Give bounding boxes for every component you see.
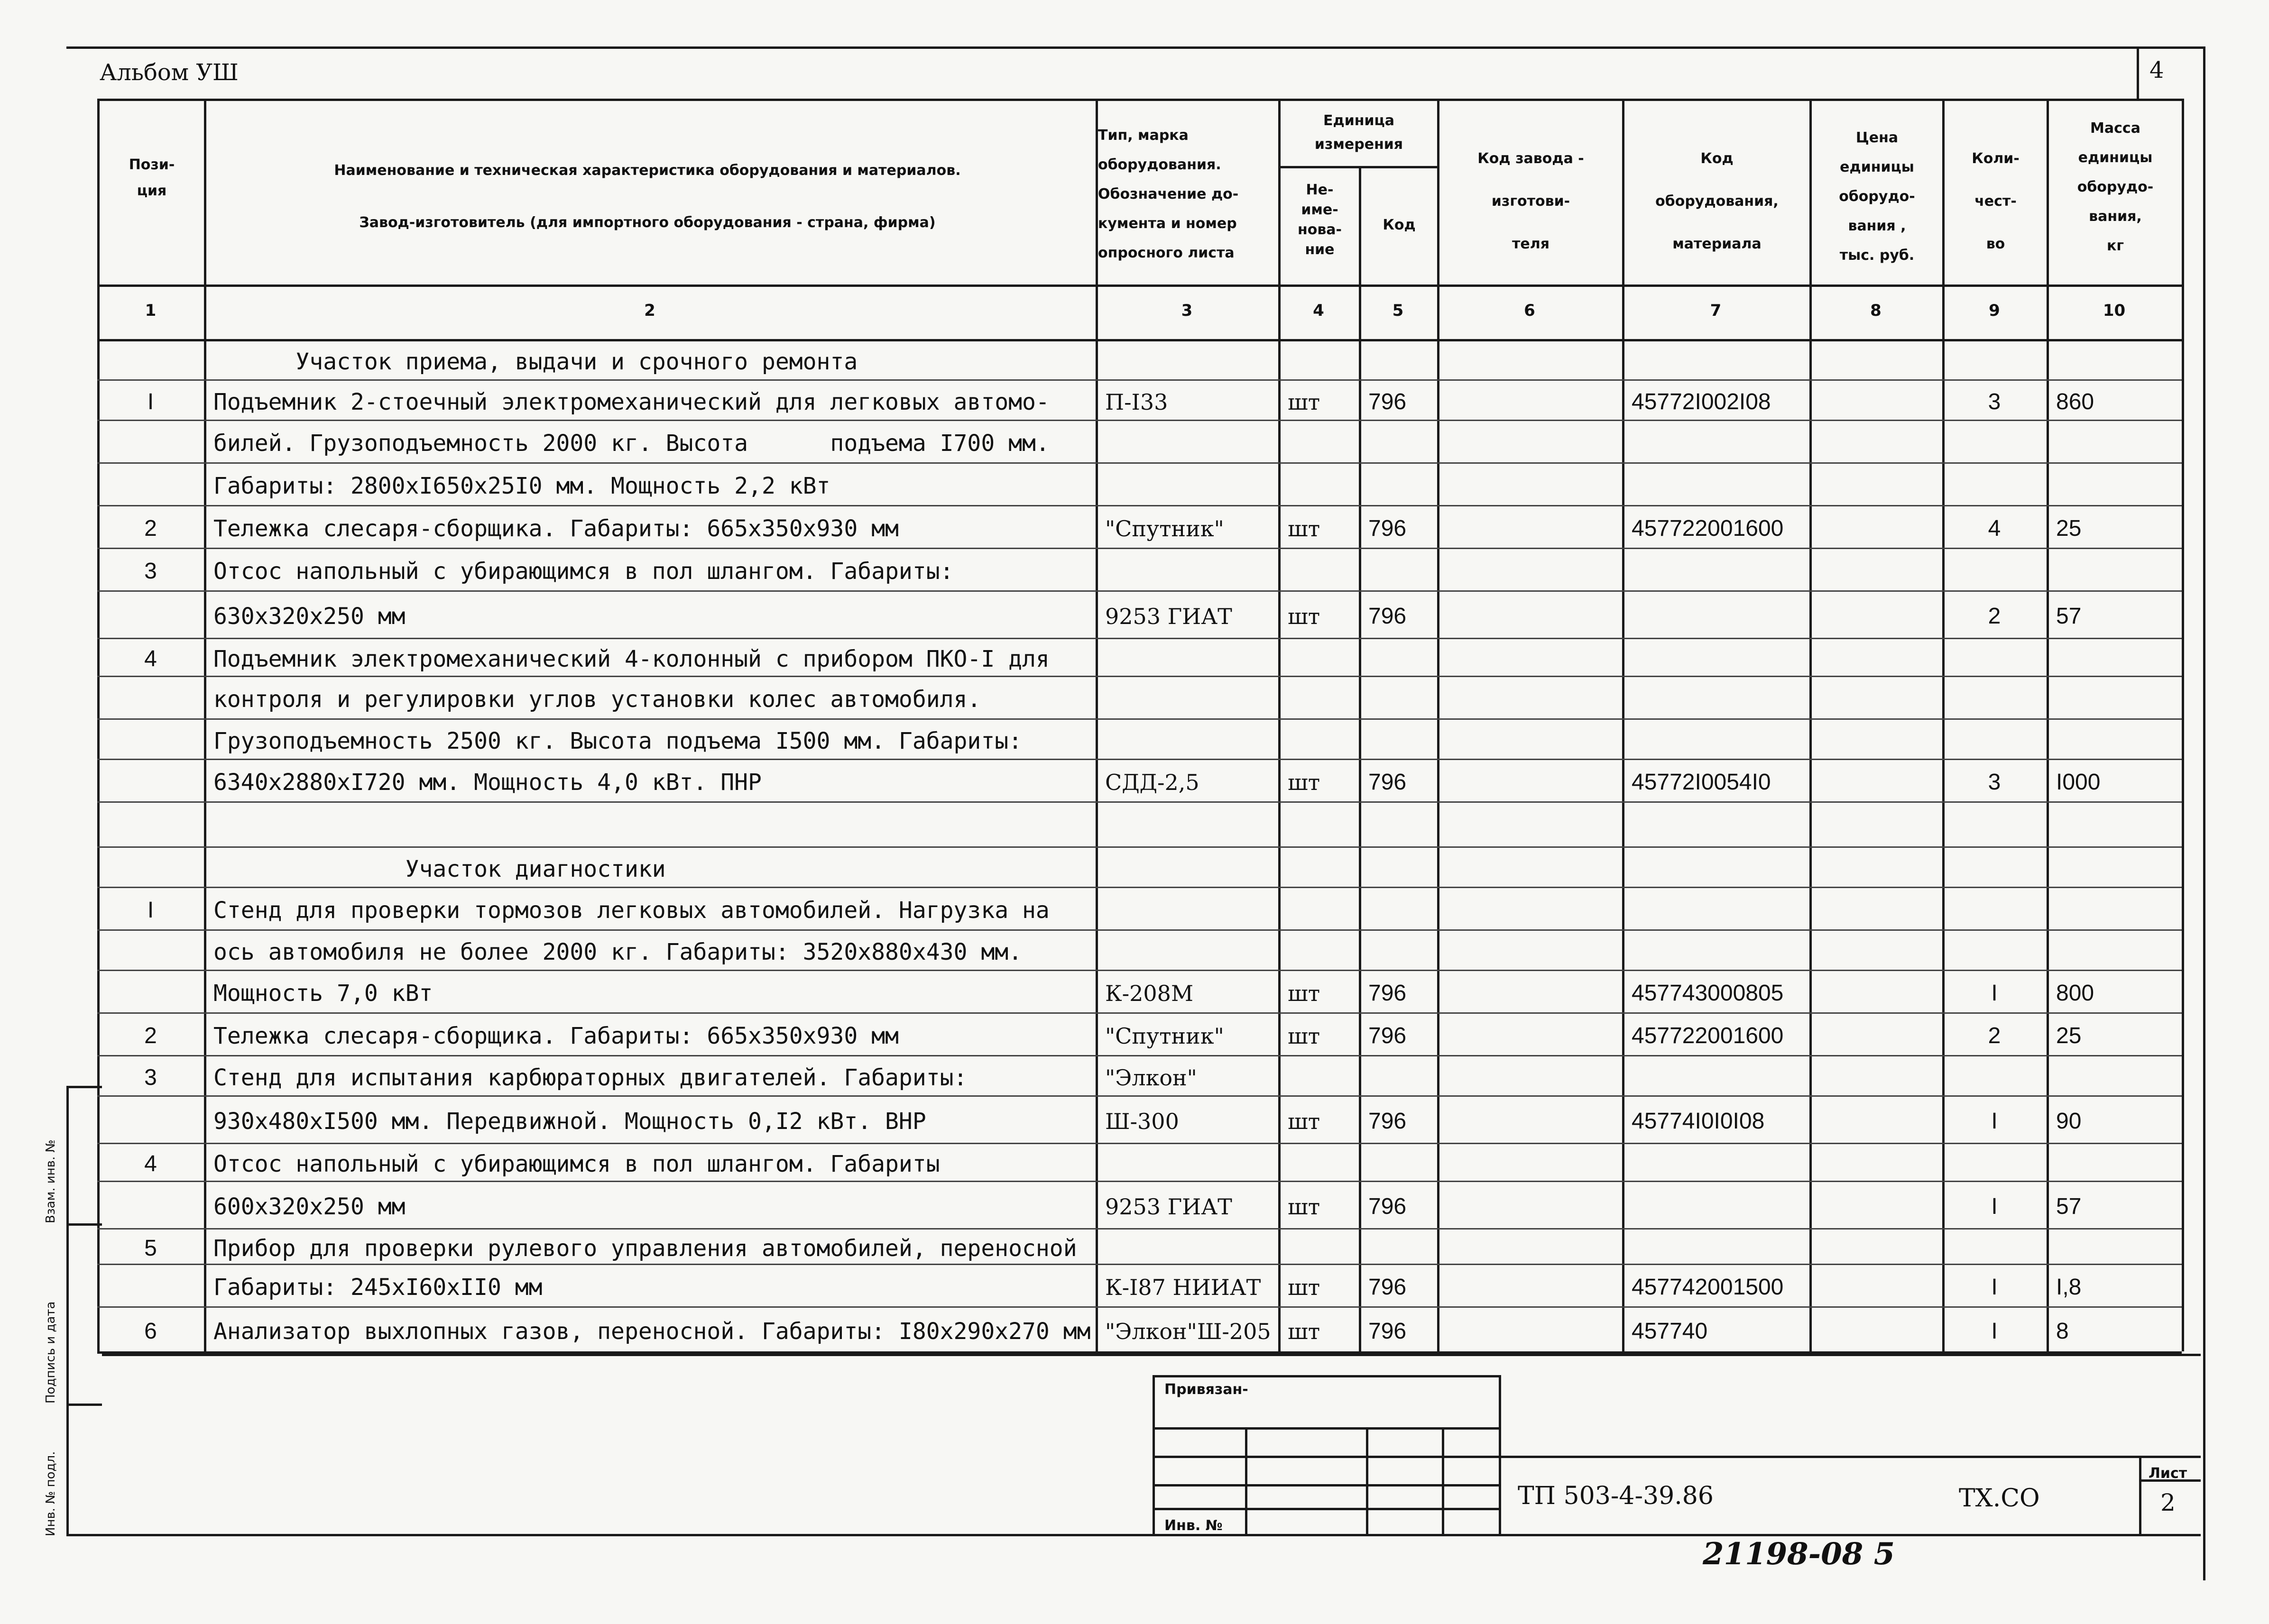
row-position: 3 (144, 1064, 157, 1090)
table-row-line (97, 1095, 2182, 1097)
frame-top-line (66, 46, 2205, 49)
header-price-line: единицы (1840, 159, 1914, 175)
row-description: Отсос напольный с убирающимся в пол шлангом. Габариты: (213, 558, 954, 585)
row-description: Стенд для проверки тормозов легковых автомобилей. Нагрузка на (213, 897, 1050, 924)
header-factory-code-line: теля (1512, 236, 1550, 252)
row-description: Габариты: 2800xI650x25I0 мм. Мощность 2,2 кВт (213, 473, 830, 499)
row-description: ось автомобиля не более 2000 кг. Габариты: 3520x880x430 мм. (213, 938, 1023, 965)
table-column-line (1622, 99, 1624, 1351)
row-quantity: I (1991, 1109, 1998, 1134)
sheet-number: 2 (2160, 1489, 2176, 1516)
header-price-line: вания , (1848, 218, 1906, 234)
row-unit-name: шт (1288, 389, 1320, 415)
row-description: 6340x2880xI720 мм. Мощность 4,0 кВт. ПНР (213, 769, 762, 796)
table-row-line (97, 505, 2182, 506)
stamp-cell-line (2139, 1456, 2141, 1534)
header-quantity-line: чест- (1974, 193, 2017, 210)
unit-subheader-line (1278, 166, 1437, 168)
column-number: 1 (145, 301, 157, 320)
header-name-line: Завод-изготовитель (для импортного оборудования - страна, фирма) (359, 214, 936, 231)
header-name (209, 145, 1086, 249)
header-position (104, 152, 199, 204)
row-mass: I,8 (2056, 1275, 2082, 1300)
row-unit-name: шт (1288, 1023, 1320, 1049)
stamp-cell-line (1153, 1456, 2201, 1458)
stamp-bottom-line (1153, 1534, 2201, 1536)
row-quantity: 3 (1988, 389, 2001, 414)
row-position: 6 (144, 1318, 157, 1344)
row-unit-name: шт (1288, 1275, 1320, 1300)
row-description: Анализатор выхлопных газов, переносной. Габариты: I80x290x270 мм (213, 1318, 1091, 1345)
header-price (1812, 123, 1942, 270)
table-row-line (97, 590, 2182, 592)
row-description: Участок приема, выдачи и срочного ремонта (213, 348, 858, 375)
table-column-line (1437, 99, 1439, 1351)
side-label-original-inventory: Инв. № подл. (44, 1451, 58, 1536)
row-unit-code: 796 (1368, 389, 1407, 414)
table-column-line (1809, 99, 1812, 1351)
row-description: Мощность 7,0 кВт (213, 980, 433, 1007)
table-row-line (97, 1306, 2182, 1308)
row-quantity: I (1991, 1194, 1998, 1219)
column-number: 9 (1989, 301, 2000, 320)
row-equipment-code: 457742001500 (1632, 1275, 1784, 1300)
row-unit-code: 796 (1368, 981, 1407, 1006)
column-number: 4 (1313, 301, 1324, 320)
frame-right-line (2203, 46, 2205, 1580)
header-equipment-code-line: оборудования, (1655, 193, 1779, 210)
table-row-line (97, 379, 2182, 381)
row-description: билей. Грузоподъемность 2000 кг. Высота подъема I700 мм. (213, 430, 1050, 457)
side-label-replaced-inventory: Взам. инв. № (44, 1139, 58, 1223)
side-tick-line (66, 1404, 102, 1406)
row-type-mark: "Элкон"Ш-205 (1105, 1318, 1271, 1344)
header-type-line: кумента и номер (1098, 215, 1237, 232)
table-row-line (97, 846, 2182, 848)
stamp-cell-line (1153, 1484, 1501, 1486)
table-row-line (97, 1181, 2182, 1182)
header-type-line: опросного листа (1098, 245, 1235, 261)
row-position: 2 (144, 1023, 157, 1048)
header-name-line: Наименование и техническая характеристика оборудования и материалов. (334, 162, 961, 179)
row-unit-code: 796 (1368, 770, 1407, 795)
table-row-line (97, 759, 2182, 760)
handwritten-archive-number: 21198-08 5 (1703, 1536, 1895, 1572)
table-row-line (97, 420, 2182, 421)
table-row-line (97, 718, 2182, 720)
row-description: Габариты: 245xI60xII0 мм (213, 1274, 543, 1301)
row-mass: 90 (2056, 1109, 2082, 1134)
side-label-signature-date: Подпись и дата (44, 1301, 58, 1404)
table-row-line (97, 970, 2182, 971)
row-mass: 800 (2056, 981, 2094, 1006)
header-unit-name-line: име- (1301, 202, 1338, 218)
row-type-mark: "Спутник" (1105, 516, 1224, 541)
table-row-line (97, 1055, 2182, 1056)
header-mass (2049, 114, 2182, 261)
row-position: I (147, 898, 154, 923)
stamp-cell-line (1245, 1427, 1247, 1534)
row-description: 630x320x250 мм (213, 603, 406, 630)
header-unit-group (1281, 109, 1437, 156)
row-unit-code: 796 (1368, 1194, 1407, 1219)
header-unit-name-line: Не- (1306, 182, 1334, 198)
header-equipment-code-line: материала (1672, 236, 1762, 252)
column-number: 3 (1181, 301, 1193, 320)
table-row-line (97, 638, 2182, 639)
document-code: ТП 503-4-39.86 (1518, 1482, 1714, 1510)
column-number: 5 (1392, 301, 1404, 320)
row-equipment-code: 457743000805 (1632, 981, 1784, 1006)
column-numbers-bottom-line (97, 339, 2182, 341)
table-column-line (2182, 99, 2184, 1351)
table-row-line (97, 1012, 2182, 1014)
row-quantity: I (1991, 981, 1998, 1006)
row-unit-name: шт (1288, 516, 1320, 541)
row-position: 3 (144, 559, 157, 584)
table-row-line (97, 462, 2182, 464)
row-quantity: I (1991, 1318, 1998, 1344)
header-type-line: Тип, марка (1098, 127, 1189, 144)
row-unit-name: шт (1288, 770, 1320, 795)
header-type-line: Обозначение до- (1098, 186, 1239, 202)
header-unit-code: Код (1383, 217, 1416, 233)
row-unit-name: шт (1288, 1194, 1320, 1220)
table-row-line (97, 676, 2182, 677)
row-description: Стенд для испытания карбюраторных двигателей. Габариты: (213, 1064, 968, 1091)
table-row-line (97, 1228, 2182, 1229)
header-mass-line: вания, (2089, 208, 2142, 225)
row-position: 5 (144, 1235, 157, 1261)
side-tick-line (66, 1223, 102, 1226)
header-price-line: оборудо- (1839, 188, 1915, 205)
table-column-line (204, 99, 206, 1351)
row-unit-name: шт (1288, 1109, 1320, 1134)
row-mass: 57 (2056, 604, 2082, 629)
stamp-frame-top-line (102, 1354, 2201, 1356)
header-factory-code-line: Код завода - (1477, 150, 1584, 167)
stamp-cell-line (1153, 1508, 1501, 1510)
header-position-line: Пози- (129, 156, 175, 173)
header-quantity (1945, 138, 2047, 266)
row-equipment-code: 45772I002I08 (1632, 389, 1771, 414)
row-description: Подъемник электромеханический 4-колонный с прибором ПКО-I для (213, 646, 1050, 672)
row-mass: 25 (2056, 516, 2082, 541)
row-mass: 25 (2056, 1023, 2082, 1048)
row-description: Подъемник 2-стоечный электромеханический для легковых автомо- (213, 388, 1050, 415)
row-mass: 8 (2056, 1318, 2069, 1344)
row-unit-name: шт (1288, 604, 1320, 629)
row-type-mark: 9253 ГИАТ (1105, 1194, 1232, 1220)
header-quantity-line: Коли- (1972, 150, 2020, 167)
row-position: 4 (144, 1151, 157, 1176)
page-box-left (2137, 46, 2139, 99)
row-unit-code: 796 (1368, 1023, 1407, 1048)
row-description: 600x320x250 мм (213, 1193, 406, 1220)
row-unit-code: 796 (1368, 516, 1407, 541)
row-position: 4 (144, 646, 157, 671)
stamp-cell-line (1442, 1427, 1444, 1534)
table-row-line (97, 801, 2182, 803)
row-equipment-code: 457722001600 (1632, 1023, 1784, 1048)
header-factory-code-line: изготови- (1491, 193, 1570, 210)
header-price-line: Цена (1855, 129, 1899, 146)
column-number: 2 (644, 301, 655, 320)
header-unit-group-line: Единица (1323, 112, 1394, 129)
table-row-line (97, 887, 2182, 888)
header-unit-name-line: ние (1305, 241, 1335, 258)
row-quantity: 2 (1988, 1023, 2001, 1048)
row-unit-code: 796 (1368, 1275, 1407, 1300)
row-type-mark: СДД-2,5 (1105, 770, 1199, 795)
header-mass-line: кг (2106, 238, 2124, 254)
row-description: 930x480xI500 мм. Передвижной. Мощность 0,I2 кВт. ВНР (213, 1108, 926, 1135)
row-description: Грузоподъемность 2500 кг. Высота подъема I500 мм. Габариты: (213, 727, 1023, 754)
row-type-mark: П-I33 (1105, 389, 1168, 415)
table-row-line (97, 1264, 2182, 1265)
header-unit-name-line: нова- (1297, 221, 1342, 238)
column-number: 10 (2103, 301, 2126, 320)
row-position: I (147, 389, 154, 414)
row-type-mark: "Элкон" (1105, 1064, 1197, 1091)
row-type-mark: К-208М (1105, 981, 1194, 1006)
table-row-line (97, 1143, 2182, 1144)
row-description: Прибор для проверки рулевого управления автомобилей, переносной (213, 1235, 1077, 1262)
header-mass-line: Масса (2090, 120, 2140, 137)
column-number: 6 (1524, 301, 1535, 320)
stamp-cell-line (1366, 1427, 1368, 1534)
row-description: Тележка слесаря-сборщика. Габариты: 665x350x930 мм (213, 1023, 899, 1049)
table-row-line (97, 548, 2182, 549)
row-mass: 860 (2056, 389, 2094, 414)
row-equipment-code: 45774I0I0I08 (1632, 1109, 1765, 1134)
row-equipment-code: 457722001600 (1632, 516, 1784, 541)
header-quantity-line: во (1986, 236, 2005, 252)
column-number: 8 (1870, 301, 1882, 320)
stamp-bound-label: Привязан- (1164, 1381, 1248, 1398)
row-description: Участок диагностики (213, 855, 666, 882)
side-tick-line (66, 1086, 102, 1088)
table-row-line (97, 929, 2182, 931)
header-bottom-line (97, 284, 2182, 287)
column-number: 7 (1710, 301, 1722, 320)
table-column-line (1278, 99, 1281, 1351)
row-type-mark: "Спутник" (1105, 1023, 1224, 1049)
album-page-number: 4 (2149, 57, 2164, 83)
stamp-cell-line (1153, 1375, 1501, 1377)
header-unit-name (1281, 180, 1359, 260)
table-top-line (97, 99, 2182, 101)
row-quantity: 4 (1988, 516, 2001, 541)
row-equipment-code: 457740 (1632, 1318, 1708, 1344)
row-unit-name: шт (1288, 1318, 1320, 1344)
header-type-line: оборудования. (1098, 156, 1221, 173)
header-factory-code (1439, 138, 1622, 266)
header-position-line: ция (137, 183, 167, 199)
stamp-left-bottom-line (66, 1534, 1153, 1536)
row-type-mark: Ш-300 (1105, 1109, 1179, 1134)
side-margin-line (66, 1086, 69, 1534)
table-column-line (1096, 99, 1098, 1351)
row-mass: 57 (2056, 1194, 2082, 1219)
sheet-label: Лист (2149, 1465, 2187, 1482)
stamp-cell-line (1153, 1427, 1501, 1430)
sheet-code: ТХ.СО (1959, 1484, 2040, 1513)
row-description: Тележка слесаря-сборщика. Габариты: 665x350x930 мм (213, 515, 899, 542)
header-equipment-code (1624, 138, 1809, 266)
row-equipment-code: 45772I0054I0 (1632, 770, 1771, 795)
row-unit-name: шт (1288, 981, 1320, 1006)
row-unit-code: 796 (1368, 604, 1407, 629)
header-unit-group-line: измерения (1314, 136, 1403, 153)
row-quantity: 3 (1988, 770, 2001, 795)
header-price-line: тыс. руб. (1839, 247, 1915, 264)
row-unit-code: 796 (1368, 1109, 1407, 1134)
row-type-mark: К-I87 НИИАТ (1105, 1275, 1261, 1300)
row-position: 2 (144, 516, 157, 541)
header-equipment-code-line: Код (1700, 150, 1734, 167)
table-column-line (2047, 99, 2049, 1351)
row-type-mark: 9253 ГИАТ (1105, 604, 1232, 629)
stamp-inventory-label: Инв. № (1164, 1517, 1223, 1534)
row-unit-code: 796 (1368, 1318, 1407, 1344)
row-mass: I000 (2056, 770, 2101, 795)
row-description: контроля и регулировки углов установки колес автомобиля. (213, 686, 981, 713)
row-quantity: I (1991, 1275, 1998, 1300)
row-quantity: 2 (1988, 604, 2001, 629)
table-column-line (1942, 99, 1945, 1351)
header-mass-line: единицы (2078, 149, 2153, 166)
header-mass-line: оборудо- (2077, 179, 2154, 195)
row-description: Отсос напольный с убирающимся в пол шлангом. Габариты (213, 1151, 940, 1177)
album-title: Альбом УШ (100, 59, 239, 86)
header-type (1098, 121, 1273, 268)
